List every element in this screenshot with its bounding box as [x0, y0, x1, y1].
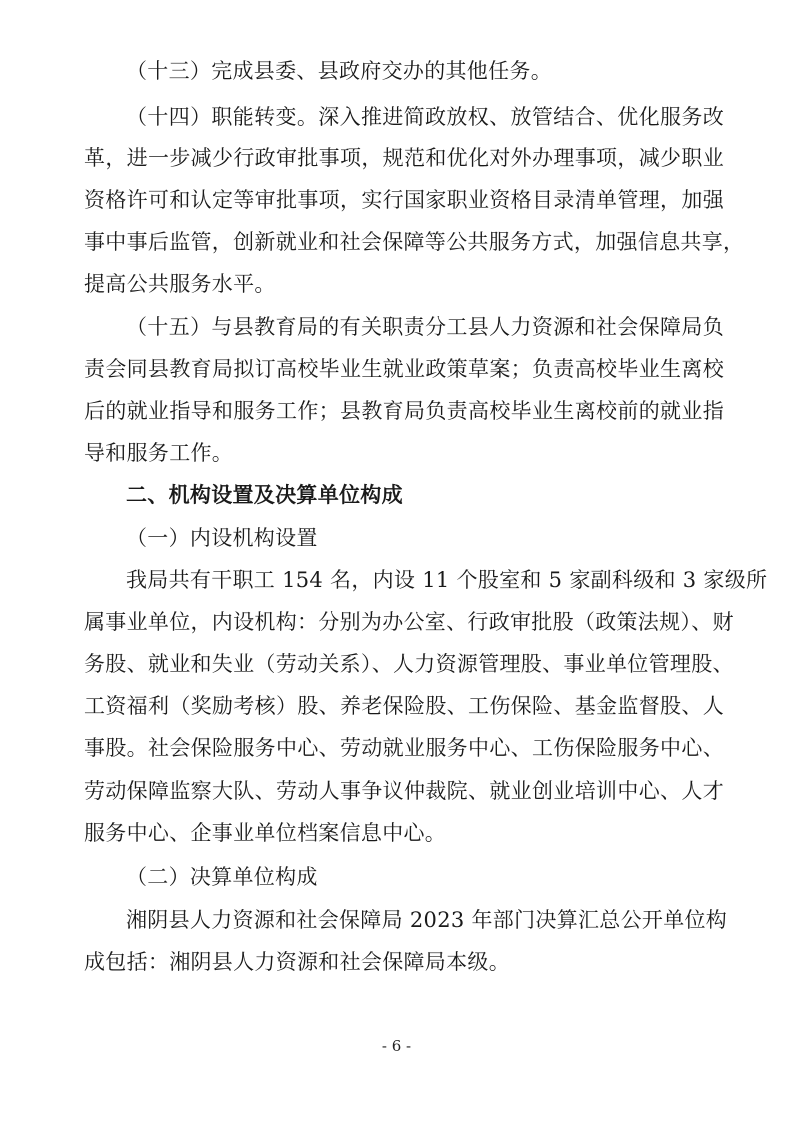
structure-paragraph-line-4: 工资福利（奖励考核）股、养老保险股、工伤保险、基金监督股、人	[84, 694, 724, 718]
page-number: - 6 -	[381, 1037, 412, 1055]
paragraph-item-14-line-3: 资格许可和认定等审批事项，实行国家职业资格目录清单管理，加强	[84, 188, 724, 212]
subsection-heading-internal-structure: （一）内设机构设置	[126, 526, 318, 550]
paragraph-item-15-line-3: 后的就业指导和服务工作；县教育局负责高校毕业生离校前的就业指	[84, 399, 724, 423]
paragraph-item-14-line-2: 革，进一步减少行政审批事项，规范和优化对外办理事项，减少职业	[84, 146, 724, 170]
structure-paragraph-line-5: 事股。社会保险服务中心、劳动就业服务中心、工伤保险服务中心、	[84, 736, 724, 760]
structure-paragraph-line-3: 务股、就业和失业（劳动关系）、人力资源管理股、事业单位管理股、	[84, 652, 734, 676]
budget-units-paragraph-line-1: 湘阴县人力资源和社会保障局 2023 年部门决算汇总公开单位构	[126, 908, 728, 932]
structure-paragraph-line-6: 劳动保障监察大队、劳动人事争议仲裁院、就业创业培训中心、人才	[84, 779, 724, 803]
paragraph-item-15-line-1: （十五）与县教育局的有关职责分工县人力资源和社会保障局负	[126, 315, 724, 339]
structure-paragraph-line-7: 服务中心、企事业单位档案信息中心。	[84, 821, 447, 845]
section-heading-2: 二、机构设置及决算单位构成	[126, 483, 403, 507]
paragraph-item-14-line-4: 事中事后监管，创新就业和社会保障等公共服务方式，加强信息共享，	[84, 230, 745, 254]
paragraph-item-15-line-2: 责会同县教育局拟订高校毕业生就业政策草案；负责高校毕业生离校	[84, 357, 724, 381]
paragraph-item-14-line-5: 提高公共服务水平。	[84, 272, 276, 296]
paragraph-item-15-line-4: 导和服务工作。	[84, 441, 234, 465]
paragraph-item-14-line-1: （十四）职能转变。深入推进简政放权、放管结合、优化服务改	[126, 105, 724, 129]
structure-paragraph-line-2: 属事业单位，内设机构：分别为办公室、行政审批股（政策法规）、财	[84, 610, 734, 634]
subsection-heading-budget-units: （二）决算单位构成	[126, 865, 318, 889]
budget-units-paragraph-line-2: 成包括：湘阴县人力资源和社会保障局本级。	[84, 950, 510, 974]
structure-paragraph-line-1: 我局共有干职工 154 名，内设 11 个股室和 5 家副科级和 3 家级所	[126, 568, 768, 592]
paragraph-item-13: （十三）完成县委、县政府交办的其他任务。	[126, 59, 552, 83]
